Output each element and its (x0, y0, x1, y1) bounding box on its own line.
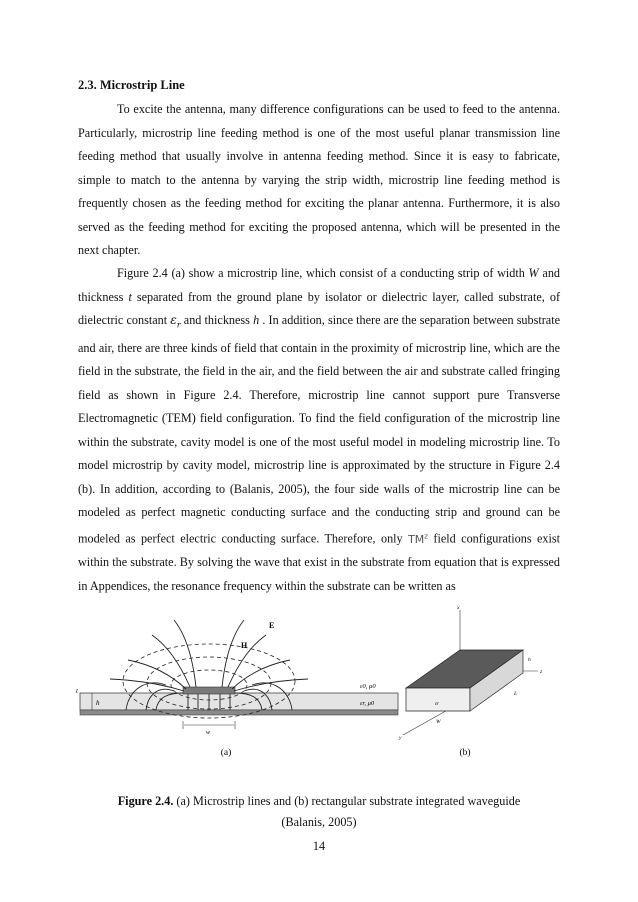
epsilon-subscript: r (176, 320, 181, 330)
paragraph-2-part-6: field configurations exist within the substrate. By solving the wave that exist in the substrate from equation that is expressed in Appendices, the resonance frequency within the substrate can be written as (78, 531, 560, 593)
paragraph-2-part-3: separated from the ground plane by isolator or dielectric layer, called substrate, of dielectric constant (78, 289, 561, 327)
axis-x-label: x (457, 605, 460, 611)
axis-y-label: y (399, 735, 402, 741)
paragraph-2 (78, 262, 560, 598)
section-heading: 2.3. Microstrip Line (78, 78, 185, 92)
cavity-length-label: L (514, 691, 518, 697)
substrate-height-symbol: h (253, 313, 260, 327)
tm-symbol (408, 533, 428, 546)
caption-text: (a) Microstrip lines and (b) rectangular substrate integrated waveguide (176, 794, 521, 808)
cavity-width-label: W (436, 719, 441, 725)
paragraph-1-text: To excite the antenna, many difference configurations can be used to feed to the antenna. Particularly, microstrip line feeding method is one of the most useful planar transmission line feeding method that usually involve in antenna feeding method. Since it is easy to fabricate, simple to match to the antenna by varying the strip width, microstrip line feeding method is frequently chosen as the feeding method for exciting the planar antenna. Furthermore, it is also served as the feeding method for exciting the proposed antenna, which will be presented in the next chapter. (78, 102, 560, 257)
air-label: ε0, μ0 (360, 683, 376, 690)
paragraph-2-part-5: . In addition, since there are the separation between substrate and air, there are three kinds of field that contain in the proximity of microstrip line, which are the field in the substrate, the field in the air, and the field between the air and substrate called fringing field as shown in Figure 2.4. Therefore, microstrip line cannot support pure Transverse Electromagnetic (TEM) field configuration. To find the field configuration of the microstrip line within the substrate, cavity model is one of the most useful model in modeling microstrip line. To model microstrip by cavity model, microstrip line is approximated by the structure in Figure 2.4 (b). In addition, according to (Balanis, 2005), the four side walls of the microstrip line can be modeled as perfect magnetic conducting surface and the conducting strip and ground can be modeled as perfect electric conducting surface. Therefore, only (78, 313, 561, 546)
cavity-permittivity-label: εr (435, 702, 439, 707)
substrate-height-label: h (96, 699, 100, 707)
paragraph-2-part-1: Figure 2.4 (a) show a microstrip line, which consist of a conducting strip of width (117, 266, 525, 280)
field-label-h: H (241, 641, 248, 650)
thickness-symbol: t (128, 289, 132, 304)
figure-2-4 (78, 605, 560, 775)
tm-text: TM (408, 532, 425, 546)
subfigure-a-label: (a) (220, 748, 232, 758)
width-symbol: W (528, 266, 539, 280)
microstrip-diagram (76, 620, 398, 758)
caption-label: Figure 2.4. (117, 794, 174, 808)
epsilon-symbol (170, 313, 181, 330)
epsilon-glyph: ε (170, 313, 177, 327)
cavity-diagram (398, 605, 543, 758)
strip-width-label: w (205, 730, 211, 736)
page-number: 14 (312, 839, 326, 853)
paragraph-1 (78, 98, 560, 263)
axis-z-label: z (540, 669, 543, 675)
substrate-label: εr, μ0 (360, 700, 375, 707)
strip-thickness-label: t (76, 687, 78, 695)
paragraph-2-part-4: and thickness (183, 313, 250, 327)
tm-superscript: z (424, 531, 428, 540)
subfigure-b-label: (b) (459, 748, 471, 758)
field-label-e: E (269, 621, 275, 630)
figure-caption (78, 794, 560, 809)
cavity-height-label: h (528, 657, 531, 663)
paragraph-2-part-2: and thickness (78, 266, 561, 304)
figure-caption-citation: (Balanis, 2005) (281, 815, 357, 829)
